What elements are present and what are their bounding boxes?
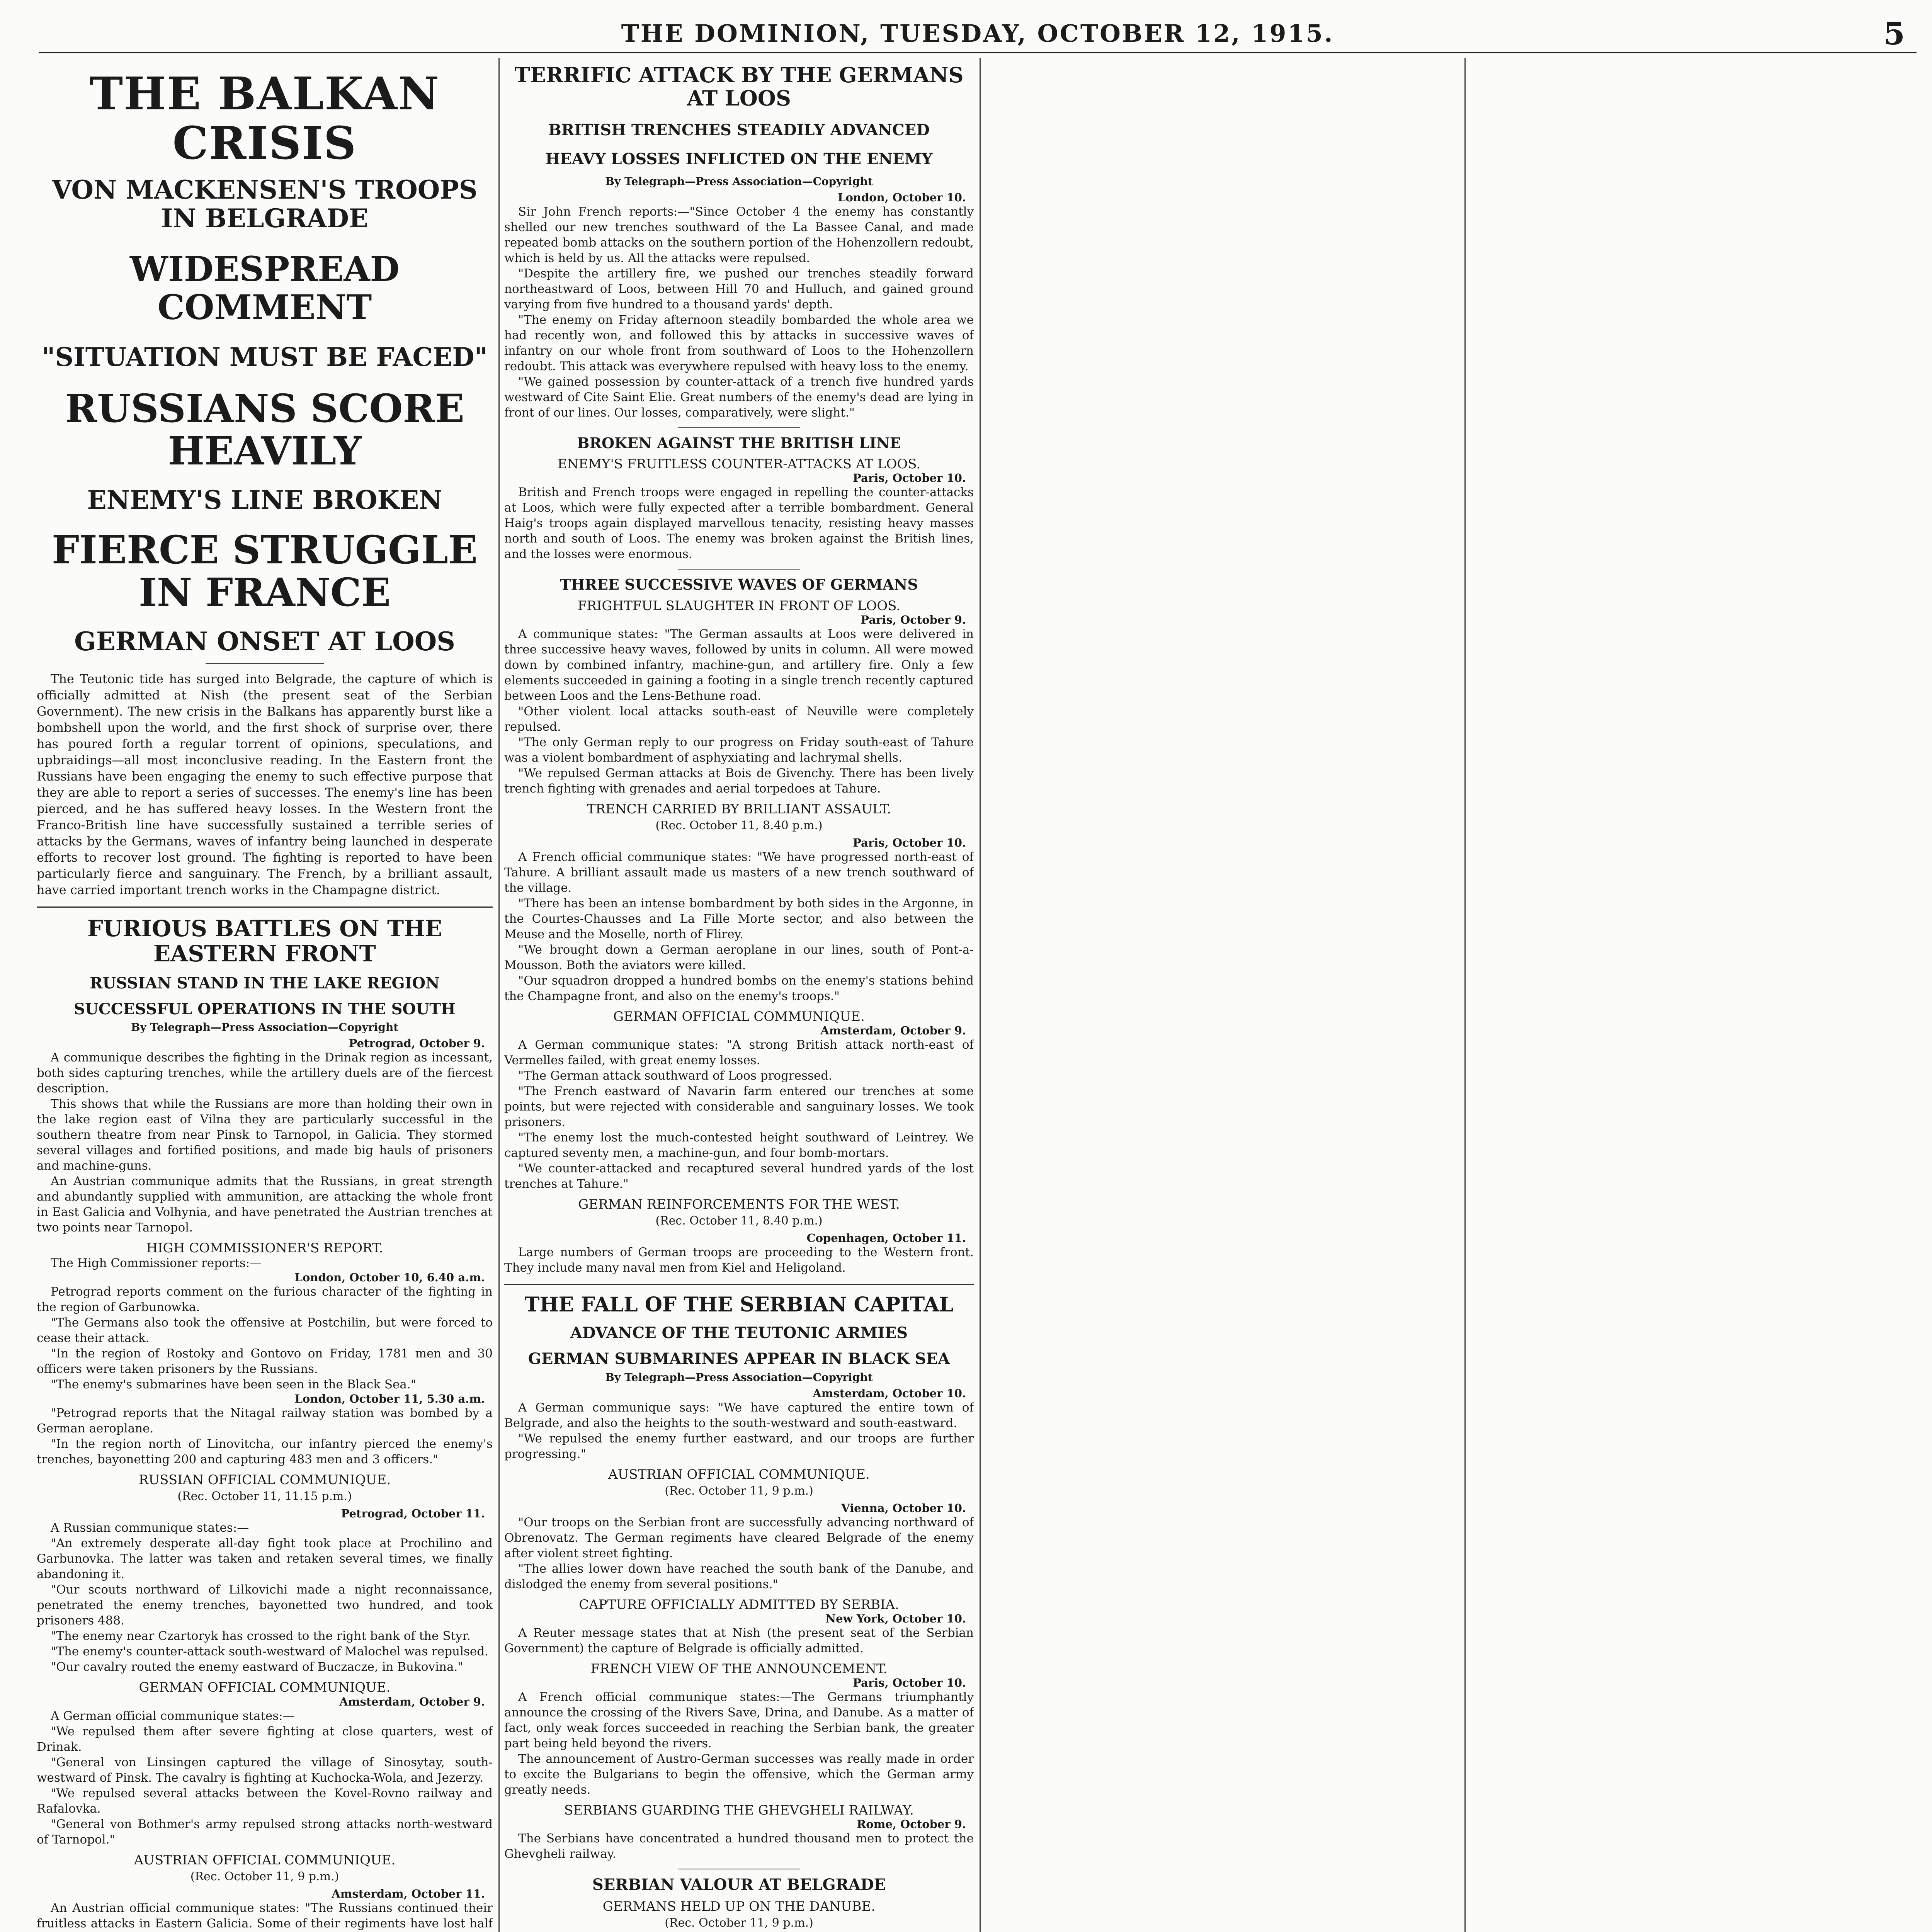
column-2	[504, 58, 974, 1932]
divider	[37, 906, 493, 908]
paragraph: A German communique says: "We have captured the entire town of Belgrade, and also the heights to the south-westward and south-eastward.	[504, 1400, 974, 1430]
paragraph: "The Germans also took the offensive at Postchilin, but were forced to cease their attack.	[37, 1316, 493, 1345]
paragraph: "General von Linsingen captured the village of Sinosytay, south-westward of Pinsk. The cavalry is fighting at Kuchocka-Wola, and Jezerzy.	[37, 1755, 493, 1785]
headline: RUSSIANS SCORE HEAVILY	[65, 386, 464, 474]
dateline: Petrograd, October 11.	[341, 1507, 485, 1520]
section-heading: GERMAN REINFORCEMENTS FOR THE WEST.	[578, 1196, 900, 1212]
section-heading: SERBIANS GUARDING THE GHEVGHELI RAILWAY.	[564, 1803, 914, 1818]
headline: TERRIFIC ATTACK BY THE GERMANS AT LOOS	[514, 63, 964, 111]
paragraph: "We repulsed several attacks between the Kovel-Rovno railway and Rafalovka.	[37, 1786, 493, 1816]
headline: THE FALL OF THE SERBIAN CAPITAL	[524, 1293, 954, 1317]
dateline: London, October 11, 5.30 a.m.	[294, 1392, 485, 1406]
paragraph: "We brought down a German aeroplane in our lines, south of Pont-a-Mousson. Both the aviators were killed.	[504, 942, 974, 972]
dateline: London, October 10, 6.40 a.m.	[294, 1271, 485, 1284]
dateline: Amsterdam, October 9.	[339, 1695, 485, 1708]
paragraph: This shows that while the Russians are more than holding their own in the lake region east of Vilna they are particularly successful in the southern theatre from near Pinsk to Tarnopol, in Galicia. They stormed several villages and fortified positions, and made big hauls of prisoners and machine-guns.	[37, 1097, 493, 1173]
paragraph: The High Commissioner reports:—	[51, 1256, 262, 1270]
headline: THREE SUCCESSIVE WAVES OF GERMANS	[560, 576, 918, 594]
divider	[678, 427, 800, 428]
section-heading: GERMANS HELD UP ON THE DANUBE.	[602, 1898, 876, 1914]
section-heading: GERMAN OFFICIAL COMMUNIQUE.	[613, 1009, 865, 1024]
subheadline: GERMAN SUBMARINES APPEAR IN BLACK SEA	[528, 1350, 950, 1368]
paragraph: Large numbers of German troops are proceeding to the Western front. They include many naval men from Kiel and Heligoland.	[504, 1245, 974, 1275]
headline: VON MACKENSEN'S TROOPS IN BELGRADE	[52, 175, 478, 234]
dateline: Paris, October 10.	[853, 471, 966, 485]
paragraph: "Our troops on the Serbian front are successfully advancing northward of Obrenovatz. The German regiments have cleared Belgrade of the enemy after violent street fighting.	[504, 1515, 974, 1560]
section-heading: RUSSIAN OFFICIAL COMMUNIQUE.	[138, 1472, 391, 1488]
headline: BROKEN AGAINST THE BRITISH LINE	[577, 434, 901, 452]
paragraph: An Austrian communique admits that the Russians, in great strength and abundantly supplied with ammunition, are attacking the whole front in East Galicia and Volhynia, and have penetrated the Austrian trenches at two points near Tarnopol.	[37, 1174, 493, 1235]
headline: FURIOUS BATTLES ON THE EASTERN FRONT	[87, 915, 442, 967]
paragraph: A German communique states: "A strong British attack north-east of Vermelles failed, with great enemy losses.	[504, 1037, 974, 1067]
paragraph: An Austrian official communique states: "The Russians continued their fruitless attacks in Eastern Galicia. Some of their regiments have lost half	[37, 1901, 493, 1930]
column-1	[37, 58, 493, 1932]
headline-balkan-crisis: THE BALKAN CRISIS	[89, 68, 440, 170]
divider	[504, 1284, 974, 1285]
dateline: Copenhagen, October 11.	[806, 1231, 966, 1245]
dateline: Paris, October 10.	[853, 1676, 966, 1690]
headline: SERBIAN VALOUR AT BELGRADE	[592, 1876, 886, 1894]
dateline: Amsterdam, October 9.	[820, 1024, 966, 1037]
headline: GERMAN ONSET AT LOOS	[74, 626, 455, 656]
paragraph: "We gained possession by counter-attack of a trench five hundred yards westward of Cite Saint Elie. Great numbers of the enemy's dead are lying in front of our lines. Our losses, comparatively, were slight."	[504, 374, 974, 420]
dateline: Paris, October 10.	[853, 836, 966, 849]
page-number: 5	[1883, 15, 1905, 52]
section-heading: CAPTURE OFFICIALLY ADMITTED BY SERBIA.	[579, 1597, 899, 1612]
subheadline: BRITISH TRENCHES STEADILY ADVANCED	[548, 121, 930, 139]
paragraph: "The enemy on Friday afternoon steadily bombarded the whole area we had recently won, and followed this by attacks in successive waves of infantry on our whole front from southward of Loos to the Hohenzollern redoubt. This attack was everywhere repulsed with heavy loss to the enemy.	[504, 313, 974, 373]
paragraph: "The French eastward of Navarin farm entered our trenches at some points, but were rejected with considerable and sanguinary losses. We took prisoners.	[504, 1084, 974, 1129]
lead-paragraph: The Teutonic tide has surged into Belgrade, the capture of which is officially admitted at Nish (the present seat of the Serbian Government). The new crisis in the Balkans has apparently burst like a bombshell upon the world, and the first shock of surprise over, there has poured forth a regular torrent of opinions, speculations, and upbraidings—all most inconclusive reading. In the Eastern front the Russians have been engaging the enemy to such effective purpose that they are able to report a series of successes. The enemy's line has been pierced, and he has suffered heavy losses. In the Western front the Franco-British line have successfully sustained a terrible series of attacks by the Germans, waves of infantry being launched in desperate efforts to recover lost ground. The fighting is reported to have been particularly fierce and sanguinary. The French, by a brilliant assault, have carried important trench works in the Champagne district.	[37, 671, 493, 897]
masthead-title: THE DOMINION, TUESDAY, OCTOBER 12, 1915.	[621, 19, 1334, 48]
paragraph: "Petrograd reports that the Nitagal railway station was bombed by a German aeroplane.	[37, 1406, 493, 1436]
paragraph: A French official communique states: "We have progressed north-east of Tahure. A brilliant assault made us masters of a new trench southward of the village.	[504, 850, 974, 895]
received-line: (Rec. October 11, 8.40 p.m.)	[655, 1214, 823, 1228]
credit-line: By Telegraph—Press Association—Copyright	[605, 1371, 873, 1384]
credit-line: By Telegraph—Press Association—Copyright	[605, 175, 873, 188]
paragraph: A communique states: "The German assaults at Loos were delivered in three successive heavy waves, followed by units in column. All were mowed down by combined infantry, machine-gun, and artillery fire. Only a few elements succeeded in gaining a footing in a single trench recently captured between Loos and the Lens-Bethune road.	[504, 627, 974, 703]
paragraph: Petrograd reports comment on the furious character of the fighting in the region of Garbunowka.	[37, 1285, 493, 1315]
divider	[206, 663, 324, 664]
paragraph: "General von Bothmer's army repulsed strong attacks north-westward of Tarnopol."	[37, 1817, 493, 1847]
received-line: (Rec. October 11, 9 p.m.)	[665, 1484, 813, 1498]
dateline: Paris, October 9.	[861, 613, 966, 626]
section-heading: ENEMY'S FRUITLESS COUNTER-ATTACKS AT LOOS.	[557, 456, 921, 472]
section-heading: GERMAN OFFICIAL COMMUNIQUE.	[139, 1680, 391, 1696]
paragraph: "The enemy's submarines have been seen in the Black Sea."	[51, 1378, 417, 1392]
headline: "SITUATION MUST BE FACED"	[41, 342, 488, 372]
paragraph: "We repulsed German attacks at Bois de Givenchy. There has been lively trench fighting with grenades and aerial torpedoes at Tahure.	[504, 766, 974, 796]
paragraph: A Reuter message states that at Nish (the present seat of the Serbian Government) the capture of Belgrade is officially admitted.	[504, 1626, 974, 1655]
paragraph: British and French troops were engaged in repelling the counter-attacks at Loos, which were fully expected after a terrible bombardment. General Haig's troops again displayed marvellous tenacity, resisting heavy masses north and south of Loos. The enemy was broken against the British lines, and the losses were enormous.	[504, 485, 974, 561]
dateline: Rome, October 9.	[857, 1818, 966, 1831]
dateline: Petrograd, October 9.	[349, 1037, 485, 1050]
paragraph: "The only German reply to our progress on Friday south-east of Tahure was a violent bombardment of asphyxiating and lachrymal shells.	[504, 735, 974, 765]
received-line: (Rec. October 11, 9 p.m.)	[665, 1916, 813, 1930]
paragraph: "The enemy's counter-attack south-westward of Malochel was repulsed.	[51, 1645, 488, 1659]
paragraph: A communique describes the fighting in the Drinak region as incessant, both sides capturing trenches, while the artillery duels are of the fiercest description.	[37, 1051, 493, 1096]
received-line: (Rec. October 11, 8.40 p.m.)	[655, 818, 823, 832]
received-line: (Rec. October 11, 9 p.m.)	[190, 1869, 339, 1883]
dateline: Amsterdam, October 10.	[813, 1386, 966, 1400]
column-rule	[980, 58, 981, 1932]
dateline: London, October 10.	[838, 190, 966, 204]
paragraph: "Our squadron dropped a hundred bombs on the enemy's stations behind the Champagne front, and also on the enemy's troops."	[504, 973, 974, 1003]
paragraph: "The German attack southward of Loos progressed.	[518, 1068, 832, 1083]
masthead	[39, 15, 1917, 53]
paragraph: "There has been an intense bombardment by both sides in the Argonne, in the Courtes-Chausses and La Fille Morte sector, and also between the Meuse and the Moselle, north of Flirey.	[504, 896, 974, 941]
dateline: Amsterdam, October 11.	[332, 1887, 485, 1900]
paragraph: "An extremely desperate all-day fight took place at Prochilino and Garbunovka. The latter was taken and retaken several times, we finally abandoning it.	[37, 1536, 493, 1582]
subheadline: HEAVY LOSSES INFLICTED ON THE ENEMY	[545, 150, 933, 168]
paragraph: "Despite the artillery fire, we pushed our trenches steadily forward northeastward of Loos, between Hill 70 and Hulluch, and gained ground varying from five hundred to a thousand yards' depth.	[504, 266, 974, 311]
subheadline: SUCCESSFUL OPERATIONS IN THE SOUTH	[74, 1000, 456, 1018]
paragraph: "Our cavalry routed the enemy eastward of Buczacze, in Bukovina."	[51, 1660, 463, 1674]
column-rule	[498, 58, 500, 1932]
paragraph: "We counter-attacked and recaptured several hundred yards of the lost trenches at Tahure."	[504, 1161, 974, 1191]
headline: ENEMY'S LINE BROKEN	[87, 485, 442, 515]
paragraph: "Our scouts northward of Lilkovichi made a night reconnaissance, penetrated the enemy trenches, bayonetted two hundred, and took prisoners 488.	[37, 1583, 493, 1628]
section-heading: FRENCH VIEW OF THE ANNOUNCEMENT.	[590, 1661, 888, 1677]
paragraph: "The allies lower down have reached the south bank of the Danube, and dislodged the enemy from several positions."	[504, 1561, 974, 1591]
subheadline: RUSSIAN STAND IN THE LAKE REGION	[90, 974, 440, 992]
headline: WIDESPREAD COMMENT	[130, 249, 400, 327]
section-heading: HIGH COMMISSIONER'S REPORT.	[146, 1240, 383, 1256]
paragraph: The Serbians have concentrated a hundred thousand men to protect the Ghevgheli railway.	[504, 1832, 974, 1861]
subheadline: ADVANCE OF THE TEUTONIC ARMIES	[570, 1324, 908, 1342]
credit-line: By Telegraph—Press Association—Copyright	[131, 1021, 399, 1034]
section-heading: FRIGHTFUL SLAUGHTER IN FRONT OF LOOS.	[577, 598, 901, 614]
paragraph: A Russian communique states:—	[51, 1521, 249, 1535]
column-rule	[1464, 58, 1466, 1932]
paragraph: The announcement of Austro-German successes was really made in order to excite the Bulgarians to begin the offensive, which the German army greatly needs.	[504, 1752, 974, 1797]
section-heading: TRENCH CARRIED BY BRILLIANT ASSAULT.	[587, 801, 891, 817]
headline: FIERCE STRUGGLE IN FRANCE	[51, 527, 478, 615]
paragraph: "We repulsed them after severe fighting at close quarters, west of Drinak.	[37, 1724, 493, 1754]
received-line: (Rec. October 11, 11.15 p.m.)	[177, 1490, 352, 1503]
paragraph: A French official communique states:—The Germans triumphantly announce the crossing of the Rivers Save, Drina, and Danube. As a matter of fact, only weak forces succeeded in reaching the Serbian bank, the greater part being held beyond the rivers.	[504, 1690, 974, 1751]
section-heading: AUSTRIAN OFFICIAL COMMUNIQUE.	[608, 1466, 870, 1482]
paragraph: "In the region north of Linovitcha, our infantry pierced the enemy's trenches, bayonetting 200 and capturing 483 men and 3 officers."	[37, 1437, 493, 1467]
paragraph: "The enemy lost the much-contested height southward of Leintrey. We captured seventy men, a machine-gun, and four bomb-mortars.	[504, 1130, 974, 1160]
paragraph: A German official communique states:—	[51, 1709, 295, 1723]
paragraph: Sir John French reports:—"Since October 4 the enemy has constantly shelled our new trenches southward of the La Bassee Canal, and made repeated bomb attacks on the southern portion of the Hohenzollern redoubt, which is held by us. All the attacks were repulsed.	[504, 204, 974, 265]
dateline: Vienna, October 10.	[841, 1501, 966, 1515]
paragraph: "Other violent local attacks south-east of Neuville were completely repulsed.	[504, 704, 974, 734]
paragraph: "In the region of Rostoky and Gontovo on Friday, 1781 men and 30 officers were taken prisoners by the Russians.	[37, 1347, 493, 1376]
divider	[678, 569, 800, 570]
section-heading: AUSTRIAN OFFICIAL COMMUNIQUE.	[134, 1852, 396, 1868]
dateline: New York, October 10.	[825, 1612, 966, 1625]
paragraph: "The enemy near Czartoryk has crossed to the right bank of the Styr.	[51, 1629, 471, 1643]
paragraph: "We repulsed the enemy further eastward, and our troops are further progressing."	[504, 1431, 974, 1461]
